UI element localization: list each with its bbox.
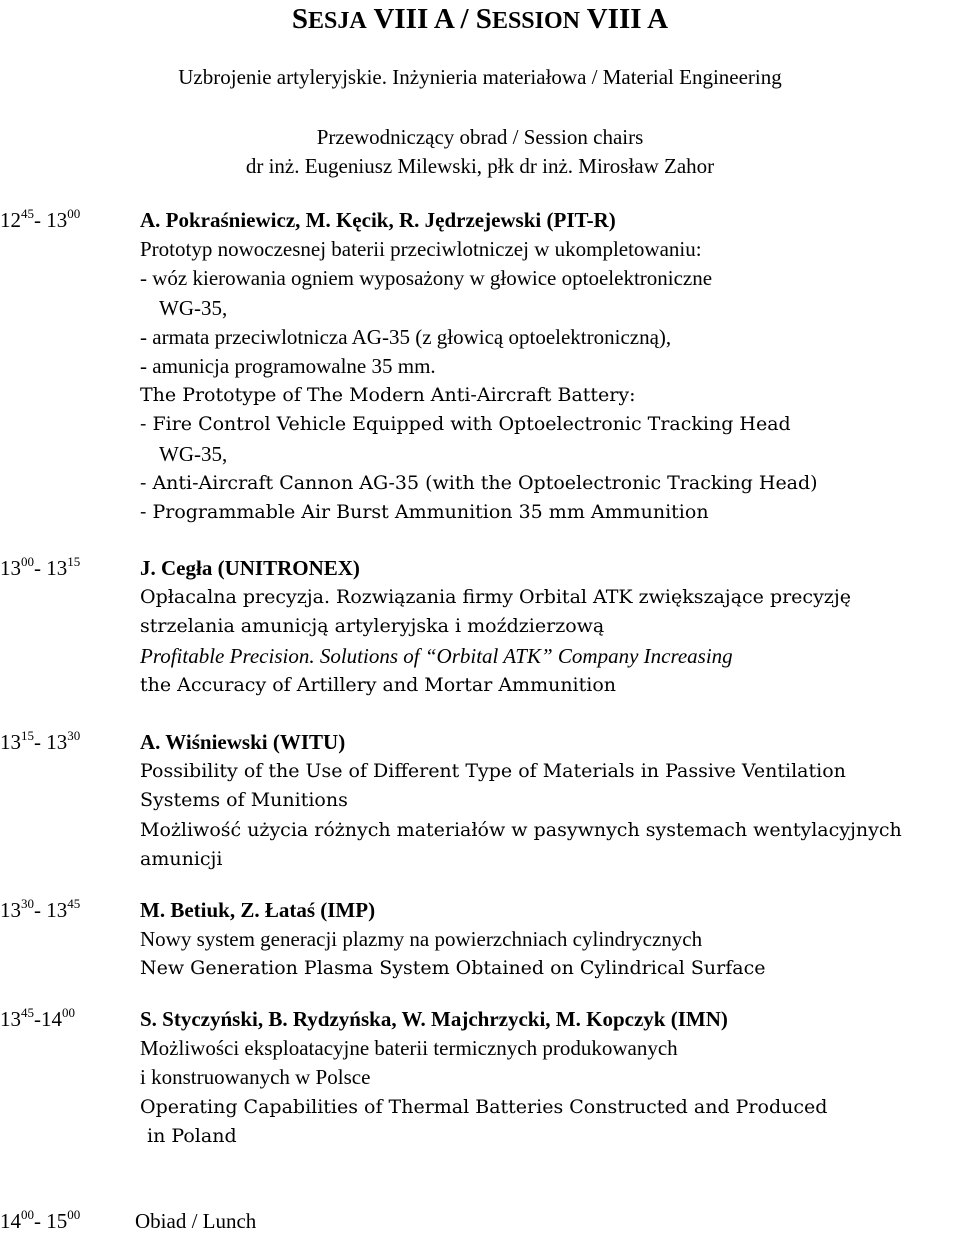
talk-1-item-en-1: - Fire Control Vehicle Equipped with Optoelectronic Tracking Head [140, 413, 791, 436]
talk-2-time: $13^{00}-$ $13^{15}$ [0, 554, 81, 580]
talk-1-item-pl-1: - wóz kierowania ogniem wyposażony w głowice optoelektroniczne [140, 266, 713, 291]
chairs-label: Przewodniczący obrad / Session chairs [316, 125, 644, 149]
talk-1-item-pl-1-cont: WG-35, [159, 295, 228, 320]
session-title: SESJA VIII A / SESSION VIII A [291, 3, 669, 35]
talk-5-title-en-1: Operating Capabilities of Thermal Batteries Constructed and Produced [140, 1095, 828, 1118]
talk-1-item-pl-3: - amunicja programowalne 35 mm. [140, 353, 436, 378]
talk-3-time: $13^{15}-$ $13^{30}$ [0, 728, 81, 754]
talk-5-title-pl-2: i konstruowanych w Polsce [140, 1065, 371, 1090]
talk-3-title-pl-1: Możliwość użycia różnych materiałów w pasywnych systemach wentylacyjnych [140, 818, 902, 841]
talk-1-authors: A. Pokraśniewicz, M. Kęcik, R. Jędrzejewski (PIT-R) [140, 208, 616, 232]
talk-5-title-pl-1: Możliwości eksploatacyjne baterii termicznych produkowanych [140, 1036, 678, 1061]
talk-4-authors: M. Betiuk, Z. Łataś (IMP) [140, 898, 376, 922]
talk-5-title-en-2: in Poland [147, 1124, 237, 1147]
talk-2-title-pl-1: Opłacalna precyzja. Rozwiązania firmy Orbital ATK zwiększające precyzję [140, 586, 851, 609]
talk-1-title-pl: Prototyp nowoczesnej baterii przeciwlotniczej w ukompletowaniu: [140, 237, 702, 262]
talk-2-title-en-1: Profitable Precision. Solutions of “Orbital ATK” Company Increasing [140, 643, 733, 668]
talk-1-item-en-2: - Anti-Aircraft Cannon AG-35 (with the Optoelectronic Tracking Head) [140, 471, 818, 494]
talk-5-time: $13^{45}-14^{00}$ [0, 1005, 75, 1031]
talk-4-title-en: New Generation Plasma System Obtained on Cylindrical Surface [140, 957, 766, 980]
talk-4-time: $13^{30}-$ $13^{45}$ [0, 896, 81, 922]
talk-1-time: $12^{45}-$ $13^{00}$ [0, 206, 81, 232]
talk-4-title-pl: Nowy system generacji plazmy na powierzchniach cylindrycznych [140, 927, 703, 952]
chairs-names: dr inż. Eugeniusz Milewski, płk dr inż. Mirosław Zahor [245, 154, 715, 178]
talk-1-title-en: The Prototype of The Modern Anti-Aircraft Battery: [140, 384, 636, 407]
talk-3-title-en-1: Possibility of the Use of Different Type of Materials in Passive Ventilation [140, 760, 846, 783]
talk-2-title-en-2: the Accuracy of Artillery and Mortar Ammunition [140, 673, 617, 696]
talk-1-item-en-1-cont: WG-35, [159, 441, 228, 466]
talk-2-authors: J. Cegła (UNITRONEX) [140, 556, 360, 580]
talk-3-title-en-2: Systems of Munitions [140, 789, 348, 812]
talk-2-title-pl-2: strzelania amunicją artyleryjska i moździerzową [140, 615, 605, 638]
talk-5-authors: S. Styczyński, B. Rydzyńska, W. Majchrzycki, M. Kopczyk (IMN) [140, 1007, 728, 1031]
lunch-label: Obiad / Lunch [135, 1209, 257, 1233]
talk-1-item-pl-2: - armata przeciwlotnicza AG-35 (z głowicą optoelektroniczną), [140, 324, 672, 349]
talk-1-item-en-3: - Programmable Air Burst Ammunition 35 mm Ammunition [140, 500, 709, 523]
talk-3-title-pl-2: amunicji [140, 847, 223, 870]
session-topic: Uzbrojenie artyleryjskie. Inżynieria materiałowa / Material Engineering [178, 65, 782, 89]
talk-3-authors: A. Wiśniewski (WITU) [140, 730, 346, 754]
lunch-time: $14^{00}-$ $15^{00}$ [0, 1207, 81, 1233]
